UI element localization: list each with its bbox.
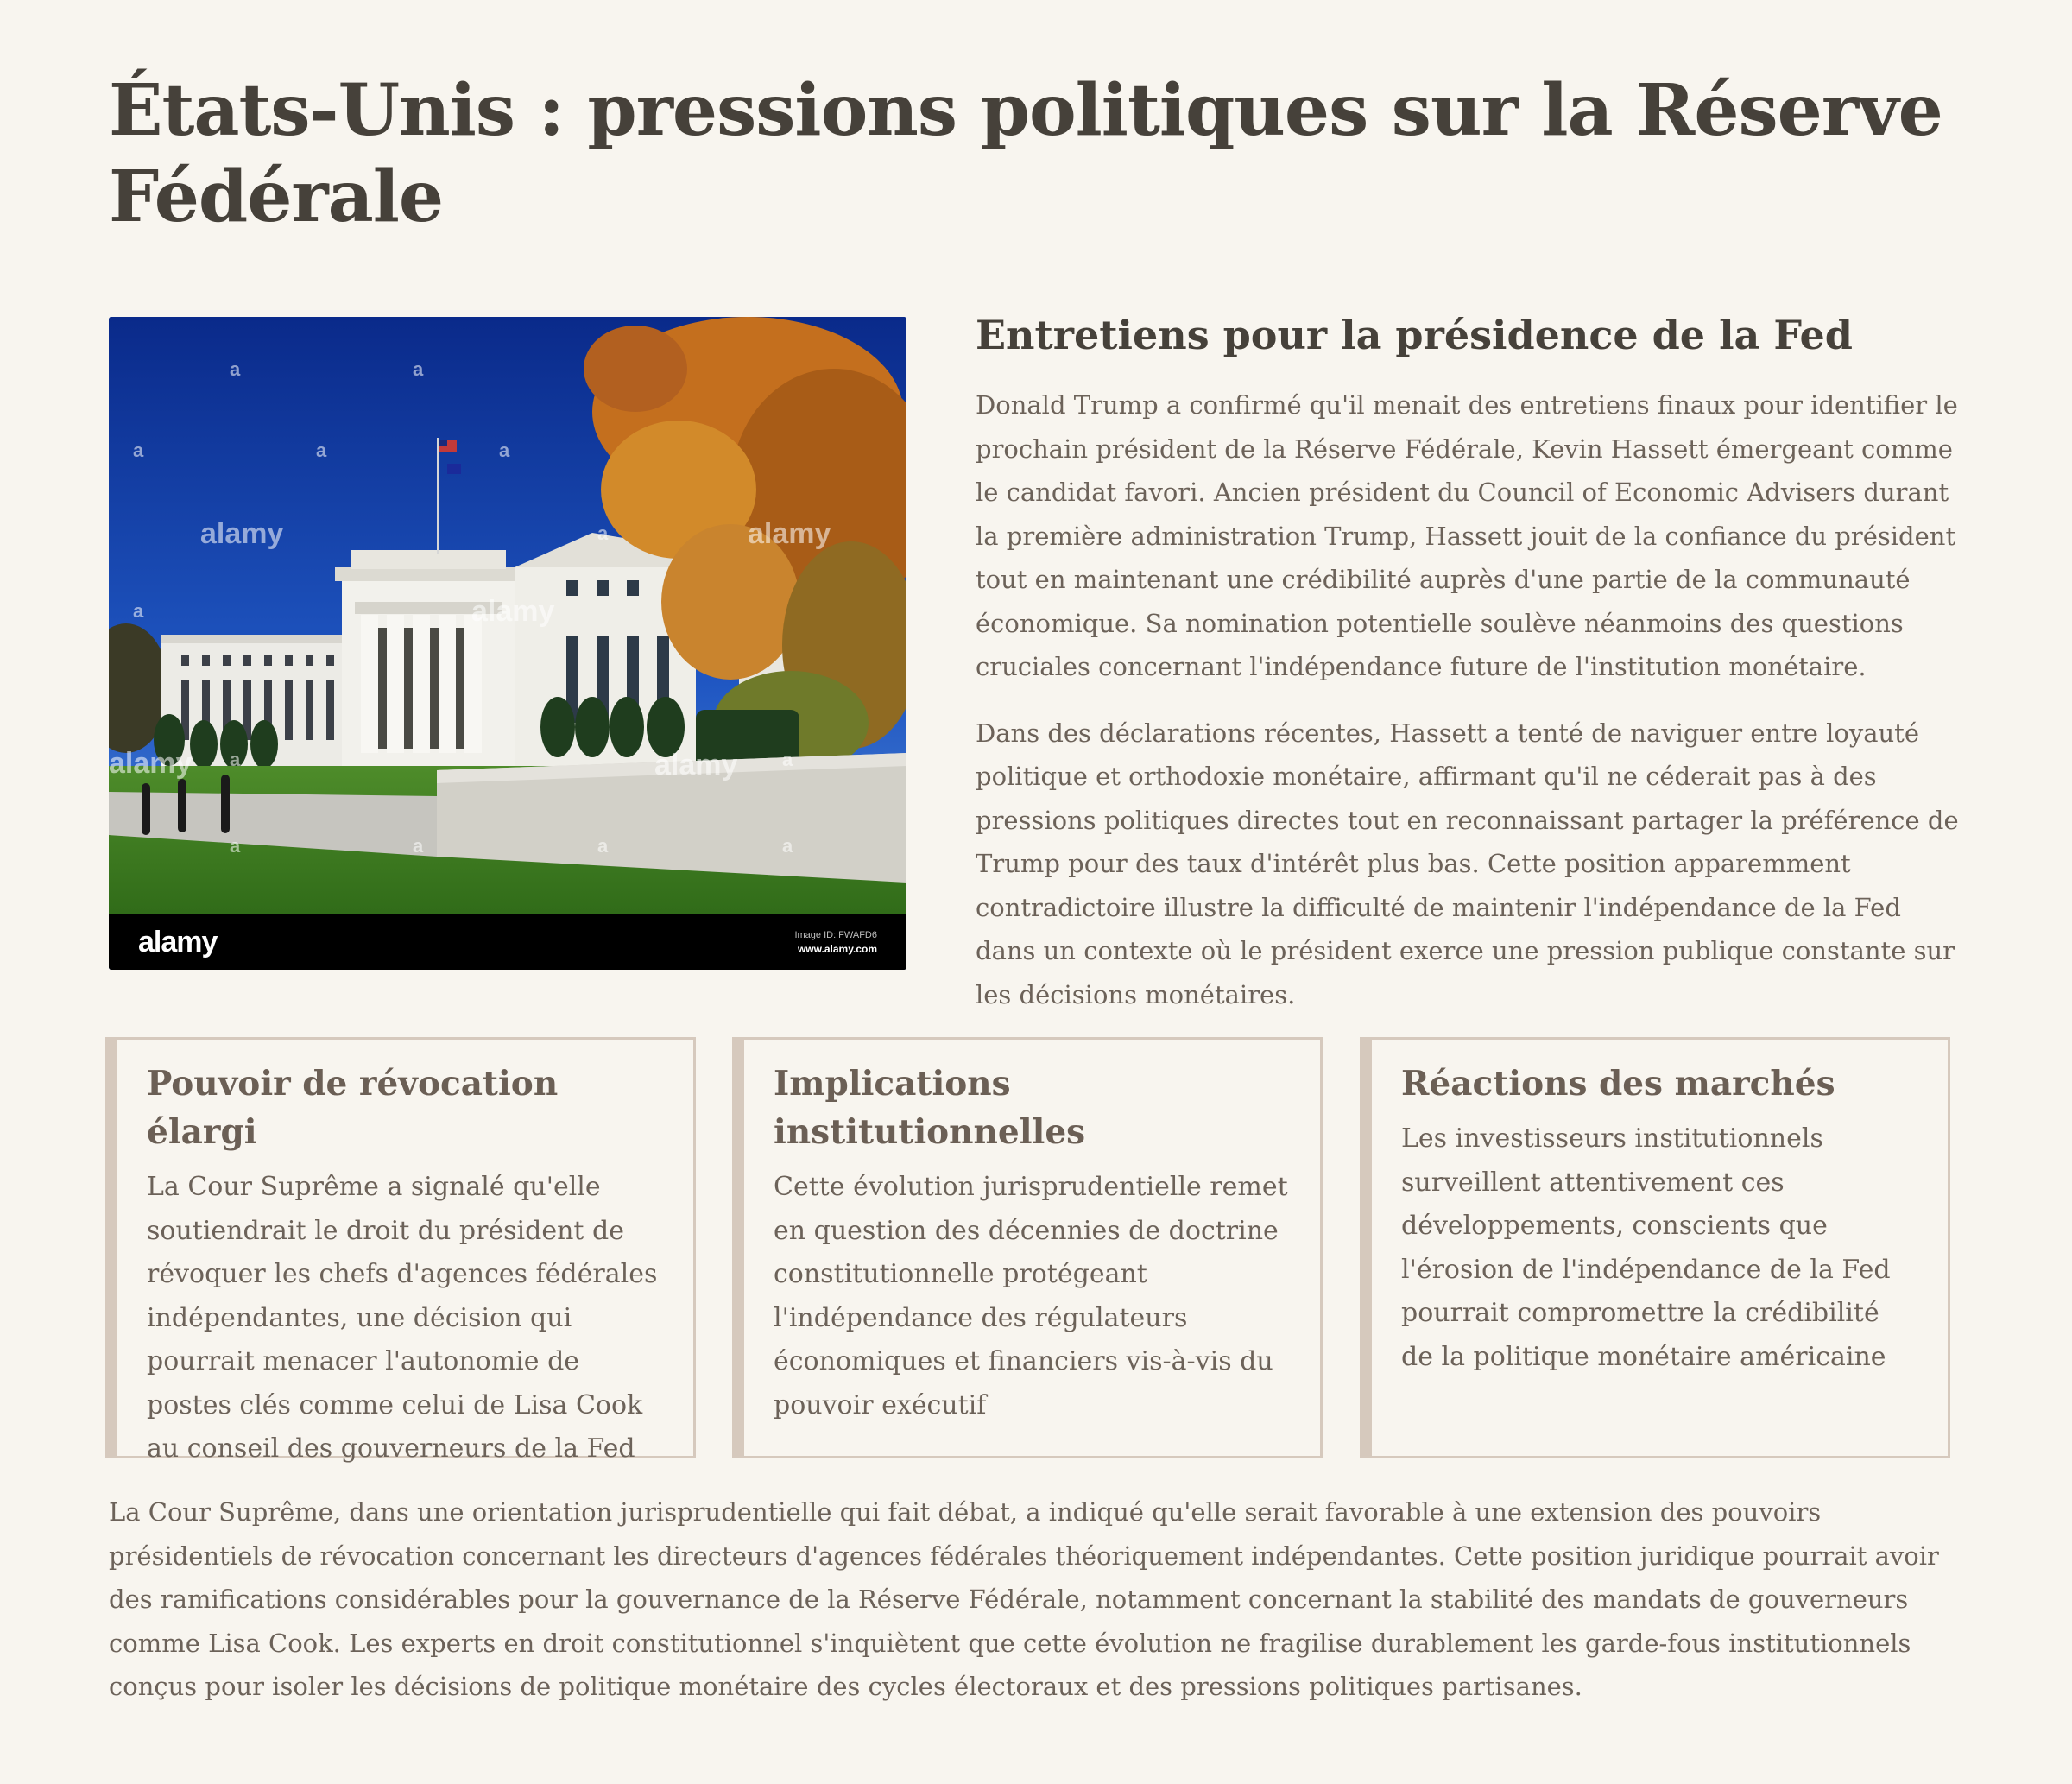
card-text: Cette évolution jurisprudentielle remet en question des décennies de doctrine constitutionnelle protégeant l'indépendance des régulateurs économiques et financiers vis-à-vis du pouvoir exécutif: [774, 1172, 1288, 1420]
alamy-logo: alamy: [138, 926, 218, 958]
svg-text:a: a: [413, 835, 424, 857]
card-text: Les investisseurs institutionnels surveillent attentivement ces développements, conscients que l'érosion de l'indépendance de la Fed pourrait compromettre la crédibilité de la politique monétaire américaine: [1401, 1123, 1891, 1372]
alamy-url: www.alamy.com: [797, 943, 877, 955]
svg-text:a: a: [133, 440, 144, 461]
alamy-watermark-2: alamy: [471, 595, 555, 628]
paragraph: Dans des déclarations récentes, Hassett a tenté de naviguer entre loyauté politique et orthodoxie monétaire, affirmant qu'il ne céderait pas à des pressions politiques directes tout en reconnaissant partager la préférence de Trump pour des taux d'intérêt plus bas. Cette position apparemment contradictoire illustre la difficulté de maintenir l'indépendance de la Fed dans un contexte où le président exerce une pression publique constante sur les décisions monétaires.: [976, 718, 1959, 1009]
card-markets: [1360, 1037, 1950, 1458]
card-title: Réactions des marchés: [1401, 1064, 1835, 1104]
interview-section: [976, 309, 1964, 1039]
card-text: La Cour Suprême a signalé qu'elle soutiendrait le droit du président de révoquer les chefs d'agences fédérales indépendantes, une décision qui pourrait menacer l'autonomie de postes clés comme celui de Lisa Cook au conseil des gouverneurs de la Fed: [147, 1172, 658, 1464]
svg-text:a: a: [782, 749, 793, 770]
svg-text:a: a: [597, 522, 609, 544]
alamy-watermark-4: alamy: [109, 747, 193, 780]
alamy-watermark-5: alamy: [654, 749, 738, 781]
card-institutional: [732, 1037, 1323, 1458]
svg-text:a: a: [782, 835, 793, 857]
watermark-bar: [109, 914, 906, 970]
svg-text:a: a: [316, 440, 327, 461]
svg-text:a: a: [230, 749, 241, 770]
image-id: Image ID: FWAFD6: [794, 930, 877, 940]
alamy-watermark-3: alamy: [748, 517, 831, 550]
svg-text:a: a: [597, 835, 609, 857]
federal-reserve-photo: [109, 317, 906, 970]
page-title: États-Unis : pressions politiques sur la Réserve Fédérale: [109, 69, 1942, 238]
svg-text:a: a: [499, 440, 510, 461]
svg-text:a: a: [133, 600, 144, 622]
closing-paragraph: La Cour Suprême, dans une orientation jurisprudentielle qui fait débat, a indiqué qu'elle serait favorable à une extension des pouvoirs présidentiels de révocation concernant les directeurs d'agences fédérales théoriquement indépendantes. Cette position juridique pourrait avoir des ramifications considérables pour la gouvernance de la Réserve Fédérale, notamment concernant la stabilité des mandats de gouverneurs comme Lisa Cook. Les experts en droit constitutionnel s'inquiètent que cette évolution ne fragilise durablement les garde-fous institutionnels conçus pour isoler les décisions de politique monétaire des cycles électoraux et des pressions politiques partisanes.: [109, 1497, 1939, 1701]
svg-text:a: a: [413, 358, 424, 380]
card-revocation: [105, 1037, 696, 1464]
svg-text:a: a: [230, 358, 241, 380]
card-title: Implications institutionnelles: [774, 1064, 1086, 1152]
svg-text:a: a: [230, 835, 241, 857]
card-title: Pouvoir de révocation élargi: [147, 1064, 559, 1152]
alamy-watermark-1: alamy: [200, 517, 284, 550]
paragraph: Donald Trump a confirmé qu'il menait des entretiens finaux pour identifier le prochain président de la Réserve Fédérale, Kevin Hassett émergeant comme le candidat favori. Ancien président du Council of Economic Advisers durant la première administration Trump, Hassett jouit de la confiance du président tout en maintenant une crédibilité auprès d'une partie de la communauté économique. Sa nomination potentielle soulève néanmoins des questions cruciales concernant l'indépendance future de l'institution monétaire.: [976, 390, 1958, 681]
section-heading: Entretiens pour la présidence de la Fed: [976, 312, 1853, 358]
